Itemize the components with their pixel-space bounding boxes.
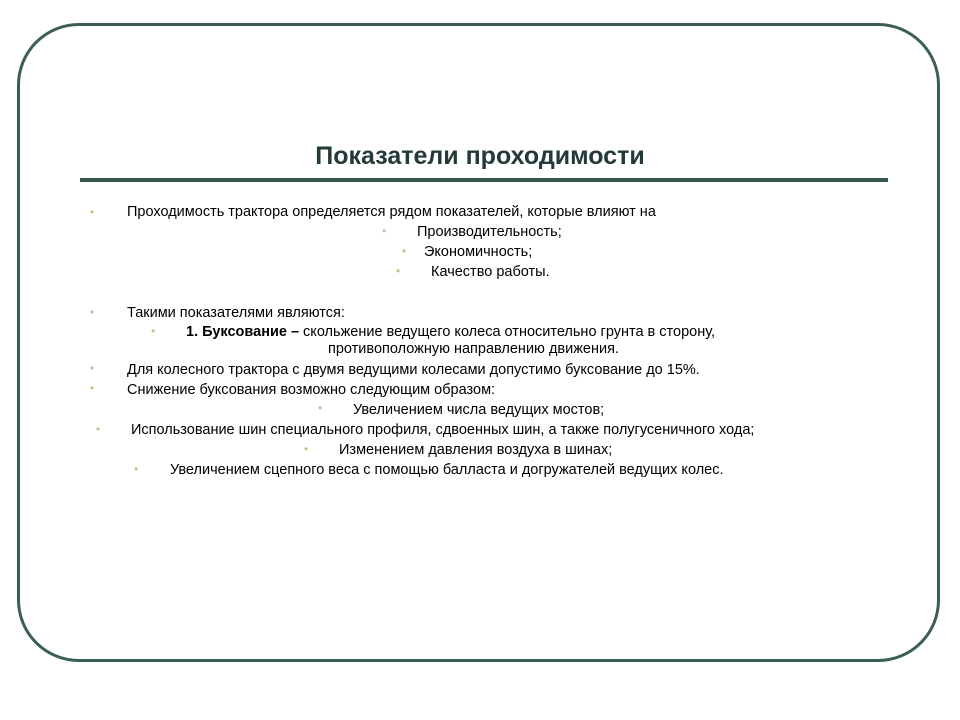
ballast-weight-text: Увеличением сцепного веса с помощью балласта и догружателей ведущих колес.: [170, 462, 724, 478]
bullet-icon: •: [402, 244, 407, 258]
economy-text: Экономичность;: [424, 244, 533, 260]
wheeled-tractor-text: Для колесного трактора с двумя ведущими колесами допустимо буксование до 15%.: [127, 362, 700, 378]
bullet-icon: •: [396, 264, 401, 278]
slip-reduction-text: Снижение буксования возможно следующим образом:: [127, 382, 496, 398]
productivity-text: Производительность;: [417, 224, 562, 240]
bullet-icon: •: [382, 224, 387, 238]
bullet-icon: •: [90, 305, 95, 319]
title-underline: [80, 178, 888, 182]
slip-definition-continued: противоположную направлению движения.: [328, 341, 619, 357]
bullet-icon: •: [96, 422, 101, 436]
indicators-text: Такими показателями являются:: [127, 305, 345, 321]
slip-definition-text: скольжение ведущего колеса относительно грунта в сторону,: [299, 324, 716, 340]
slip-definition: [186, 324, 715, 341]
bullet-icon: •: [304, 442, 309, 456]
intro-text: Проходимость трактора определяется рядом показателей, которые влияют на: [127, 204, 656, 220]
slip-term: 1. Буксование –: [186, 324, 300, 340]
quality-text: Качество работы.: [431, 264, 550, 280]
bullet-icon: •: [134, 462, 139, 476]
axles-text: Увеличением числа ведущих мостов;: [353, 402, 605, 418]
bullet-icon: •: [90, 381, 95, 395]
slide-title: Показатели проходимости: [315, 142, 645, 170]
bullet-icon: •: [151, 324, 156, 338]
tires-text: Использование шин специального профиля, сдвоенных шин, а также полугусеничного хода;: [131, 422, 755, 438]
bullet-icon: •: [90, 361, 95, 375]
bullet-icon: •: [90, 205, 95, 219]
tire-pressure-text: Изменением давления воздуха в шинах;: [339, 442, 613, 458]
bullet-icon: •: [318, 401, 323, 415]
